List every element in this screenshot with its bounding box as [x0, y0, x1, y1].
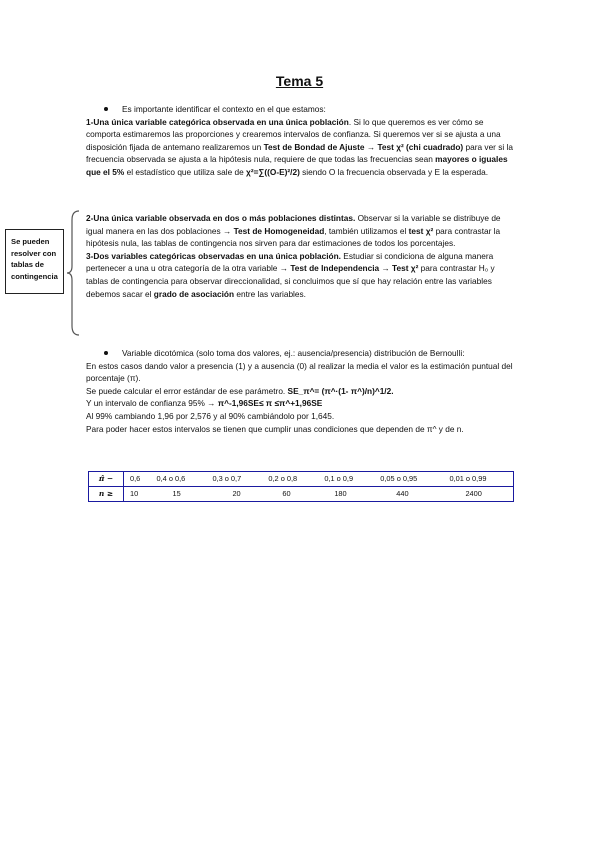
side-note-box: Se pueden resolver con tablas de contingencia — [5, 229, 64, 294]
standard-error-text: Se puede calcular el error estándar de ese parámetro. — [86, 385, 288, 396]
interval-text: Y un intervalo de confianza 95% → — [86, 398, 218, 409]
section-1-text: para ver si la frecuencia observada se ajusta a la hipótesis nula, requiere de que todas las frecuencias sean — [86, 141, 514, 165]
n-label: n ≥ — [89, 487, 124, 502]
chi-square-test-term: Test de Bondad de Ajuste → Test χ² (chi cuadrado) — [263, 141, 464, 152]
section-1-heading: 1-Una única variable categórica observada en una única población — [86, 116, 349, 127]
section-bernoulli — [86, 347, 516, 435]
section-1-text: siendo O la frecuencia observada y E la esperada. — [299, 166, 489, 177]
table-cell: 0,05 o 0,95 — [374, 472, 443, 487]
section-contingency — [86, 212, 516, 300]
section-2-text: , también utilizamos el — [324, 225, 409, 236]
table-cell: 440 — [374, 487, 443, 502]
table-cell: 0,3 o 0,7 — [206, 472, 262, 487]
chi-square-formula: χ²=∑((O-E)²/2) — [246, 166, 300, 177]
section-2-heading: 2-Una única variable observada en dos o más poblaciones distintas. — [86, 213, 356, 223]
pi-label: π̂ − — [89, 472, 124, 487]
homogeneity-test-term: Test de Homogeneidad — [233, 225, 325, 236]
section-1-text: el estadístico que utiliza sale de — [124, 166, 247, 177]
section-1-text: . Si lo que queremos es ver cómo se comporta estimaremos las proporciones y crearemos intervalos de confianza. Si queremos ver si se ajusta a una disposición fijada de antemano realizaremos un — [86, 116, 501, 152]
table-row — [89, 472, 514, 487]
page-title: Tema 5 — [275, 73, 324, 89]
table-cell: 2400 — [443, 487, 513, 502]
independence-test-term: Test de Independencia → Test χ² — [290, 263, 419, 274]
table-cell: 15 — [151, 487, 207, 502]
curly-brace-icon — [66, 210, 82, 336]
table-cell: 10 — [124, 487, 151, 502]
table-cell: 60 — [262, 487, 318, 502]
table-cell: 0,01 o 0,99 — [443, 472, 513, 487]
table-cell: 0,2 o 0,8 — [262, 472, 318, 487]
interval-formula: π^-1,96SE≤ π ≤π^+1,96SE — [217, 398, 323, 409]
table-cell: 20 — [206, 487, 262, 502]
table-cell: 180 — [318, 487, 374, 502]
threshold-term: mayores o iguales que el 5% — [86, 154, 508, 177]
section-3-text: entre las variables. — [234, 288, 306, 299]
table-cell: 0,6 — [124, 472, 151, 487]
bernoulli-line-1: En estos casos dando valor a presencia (1) y a ausencia (0) al realizar la media el valor es la estimación puntual del porcentaje (π). — [86, 360, 513, 384]
section-1 — [86, 116, 516, 179]
bernoulli-bullet: Variable dicotómica (solo toma dos valores, ej.: ausencia/presencia) distribución de Bernoulli: — [86, 347, 516, 360]
bernoulli-line-2 — [86, 385, 516, 398]
conditions-table — [88, 471, 514, 502]
section-3-text: para contrastar H₀ y tablas de contingencia para observar direccionalidad, si concluimos que sí que hay relación entre las variables debemos sacar el — [86, 263, 495, 299]
table-cell: 0,1 o 0,9 — [318, 472, 374, 487]
section-context — [86, 103, 516, 179]
section-3-text: Estudiar si condiciona de alguna manera pertenecer a una u otra categoría de la otra variable → — [86, 250, 494, 274]
section-3-heading: 3-Dos variables categóricas observadas en una única población. — [86, 250, 341, 261]
intro-bullet: Es importante identificar el contexto en el que estamos: — [86, 103, 516, 116]
table-cell: 0,4 o 0,6 — [151, 472, 207, 487]
section-2-text: para contrastar la hipótesis nula, las tablas de contingencia nos sirven para dar estimaciones de todos los porcentajes. — [86, 225, 501, 249]
table-row — [89, 487, 514, 502]
bernoulli-line-3 — [86, 397, 516, 410]
bernoulli-line-4: Al 99% cambiando 1,96 por 2,576 y al 90% cambiándolo por 1,645. — [86, 410, 335, 421]
association-degree-term: grado de asociación — [153, 288, 235, 299]
chi-square-term: test χ² — [408, 225, 434, 236]
section-3 — [86, 250, 516, 300]
bernoulli-line-5: Para poder hacer estos intervalos se tienen que cumplir unas condiciones que dependen de π^ y de n. — [86, 423, 464, 434]
standard-error-formula: SE_π^= (π^·(1- π^)/n)^1/2. — [287, 385, 394, 396]
section-2-text: Observar si la variable se distribuye de igual manera en las dos poblaciones → — [86, 213, 501, 236]
section-2 — [86, 212, 516, 250]
